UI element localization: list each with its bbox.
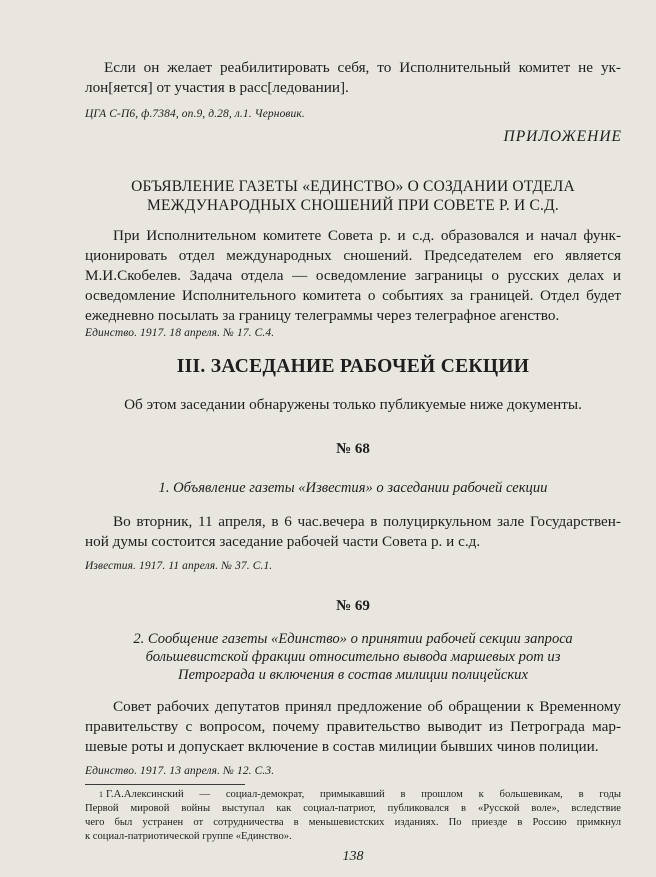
- page-number: 138: [342, 849, 364, 864]
- document-number-69: № 69: [336, 598, 370, 614]
- paragraph-line: ционировать отдел международных сношений. Председателем его является: [85, 247, 621, 264]
- paragraph-line: Если он желает реабилитировать себя, то Исполнительный комитет не ук-: [104, 59, 621, 76]
- footnote-divider: [85, 784, 245, 785]
- footnote: [85, 788, 621, 844]
- document-69-title: [85, 630, 621, 684]
- paragraph-line: Во вторник, 11 апреля, в 6 час.вечера в полуциркульном зале Государствен-: [113, 513, 621, 530]
- paragraph-line: Совет рабочих депутатов принял предложение об обращении к Временному: [113, 698, 621, 715]
- announcement-title-line: МЕЖДУНАРОДНЫХ СНОШЕНИЙ ПРИ СОВЕТЕ Р. И С.Д.: [147, 197, 559, 214]
- document-69-body: [85, 697, 621, 757]
- footnote-marker: 1: [99, 790, 103, 799]
- footnote-line: Первой мировой войны выступал как социал-патриот, публиковался в «Русской воле», вследствие: [85, 803, 621, 814]
- appendix-label: ПРИЛОЖЕНИЕ: [503, 128, 622, 145]
- paragraph-line: лон[яется] от участия в расс[ледовании].: [85, 79, 349, 96]
- footnote-line: [85, 788, 621, 802]
- announcement-body: [85, 226, 621, 326]
- source-reference: Известия. 1917. 11 апреля. № 37. С.1.: [85, 560, 273, 572]
- paragraph-line: осведомление Исполнительного комитета о событиях за границей. Отдел будет: [85, 287, 621, 304]
- paragraph-line: правительству с вопросом, почему правительство выводит из Петрограда мар-: [85, 718, 621, 735]
- source-reference: Единство. 1917. 13 апреля. № 12. С.3.: [85, 765, 275, 777]
- document-69-title-line: большевистской фракции относительно вывода маршевых рот из: [145, 649, 561, 665]
- footnote-text: Г.А.Алексинский — социал-демократ, примыкавший в прошлом к большевикам, в годы: [106, 789, 621, 800]
- source-reference: ЦГА С-П6, ф.7384, оп.9, д.28, л.1. Черновик.: [85, 108, 305, 120]
- paragraph-line: ежедневно посылать за границу телеграммы через телеграфное агенство.: [85, 307, 560, 324]
- announcement-title: [85, 177, 621, 215]
- paragraph-line: М.И.Скобелев. Задача отдела — осведомление заграницы о русских делах и: [85, 267, 621, 284]
- announcement-title-line: ОБЪЯВЛЕНИЕ ГАЗЕТЫ «ЕДИНСТВО» О СОЗДАНИИ ОТДЕЛА: [131, 178, 575, 195]
- paragraph-line: При Исполнительном комитете Совета р. и с.д. образовался и начал функ-: [113, 227, 621, 244]
- document-69-title-line: Петрограда и включения в состав милиции полицейских: [178, 667, 528, 683]
- document-number-68: № 68: [336, 441, 370, 457]
- paragraph-line: шевые роты и допускает включение в состав милиции бывших чинов полиции.: [85, 738, 599, 755]
- footnote-line: чего был устранен от сотрудничества в меньшевистских изданиях. По приезде в Россию примкнул: [85, 817, 621, 828]
- document-69-title-line: 2. Сообщение газеты «Единство» о принятии рабочей секции запроса: [133, 631, 573, 647]
- document-68-title: 1. Объявление газеты «Известия» о заседании рабочей секции: [158, 480, 548, 496]
- footnote-line: к социал-патриотической группе «Единство».: [85, 831, 292, 842]
- section-title: III. ЗАСЕДАНИЕ РАБОЧЕЙ СЕКЦИИ: [176, 356, 530, 377]
- source-reference: Единство. 1917. 18 апреля. № 17. С.4.: [85, 327, 275, 339]
- document-68-body: [85, 512, 621, 552]
- paragraph-line: ной думы состоится заседание рабочей части Совета р. и с.д.: [85, 533, 481, 550]
- section-intro: Об этом заседании обнаружены только публикуемые ниже документы.: [124, 396, 582, 413]
- opening-paragraph: [85, 58, 621, 98]
